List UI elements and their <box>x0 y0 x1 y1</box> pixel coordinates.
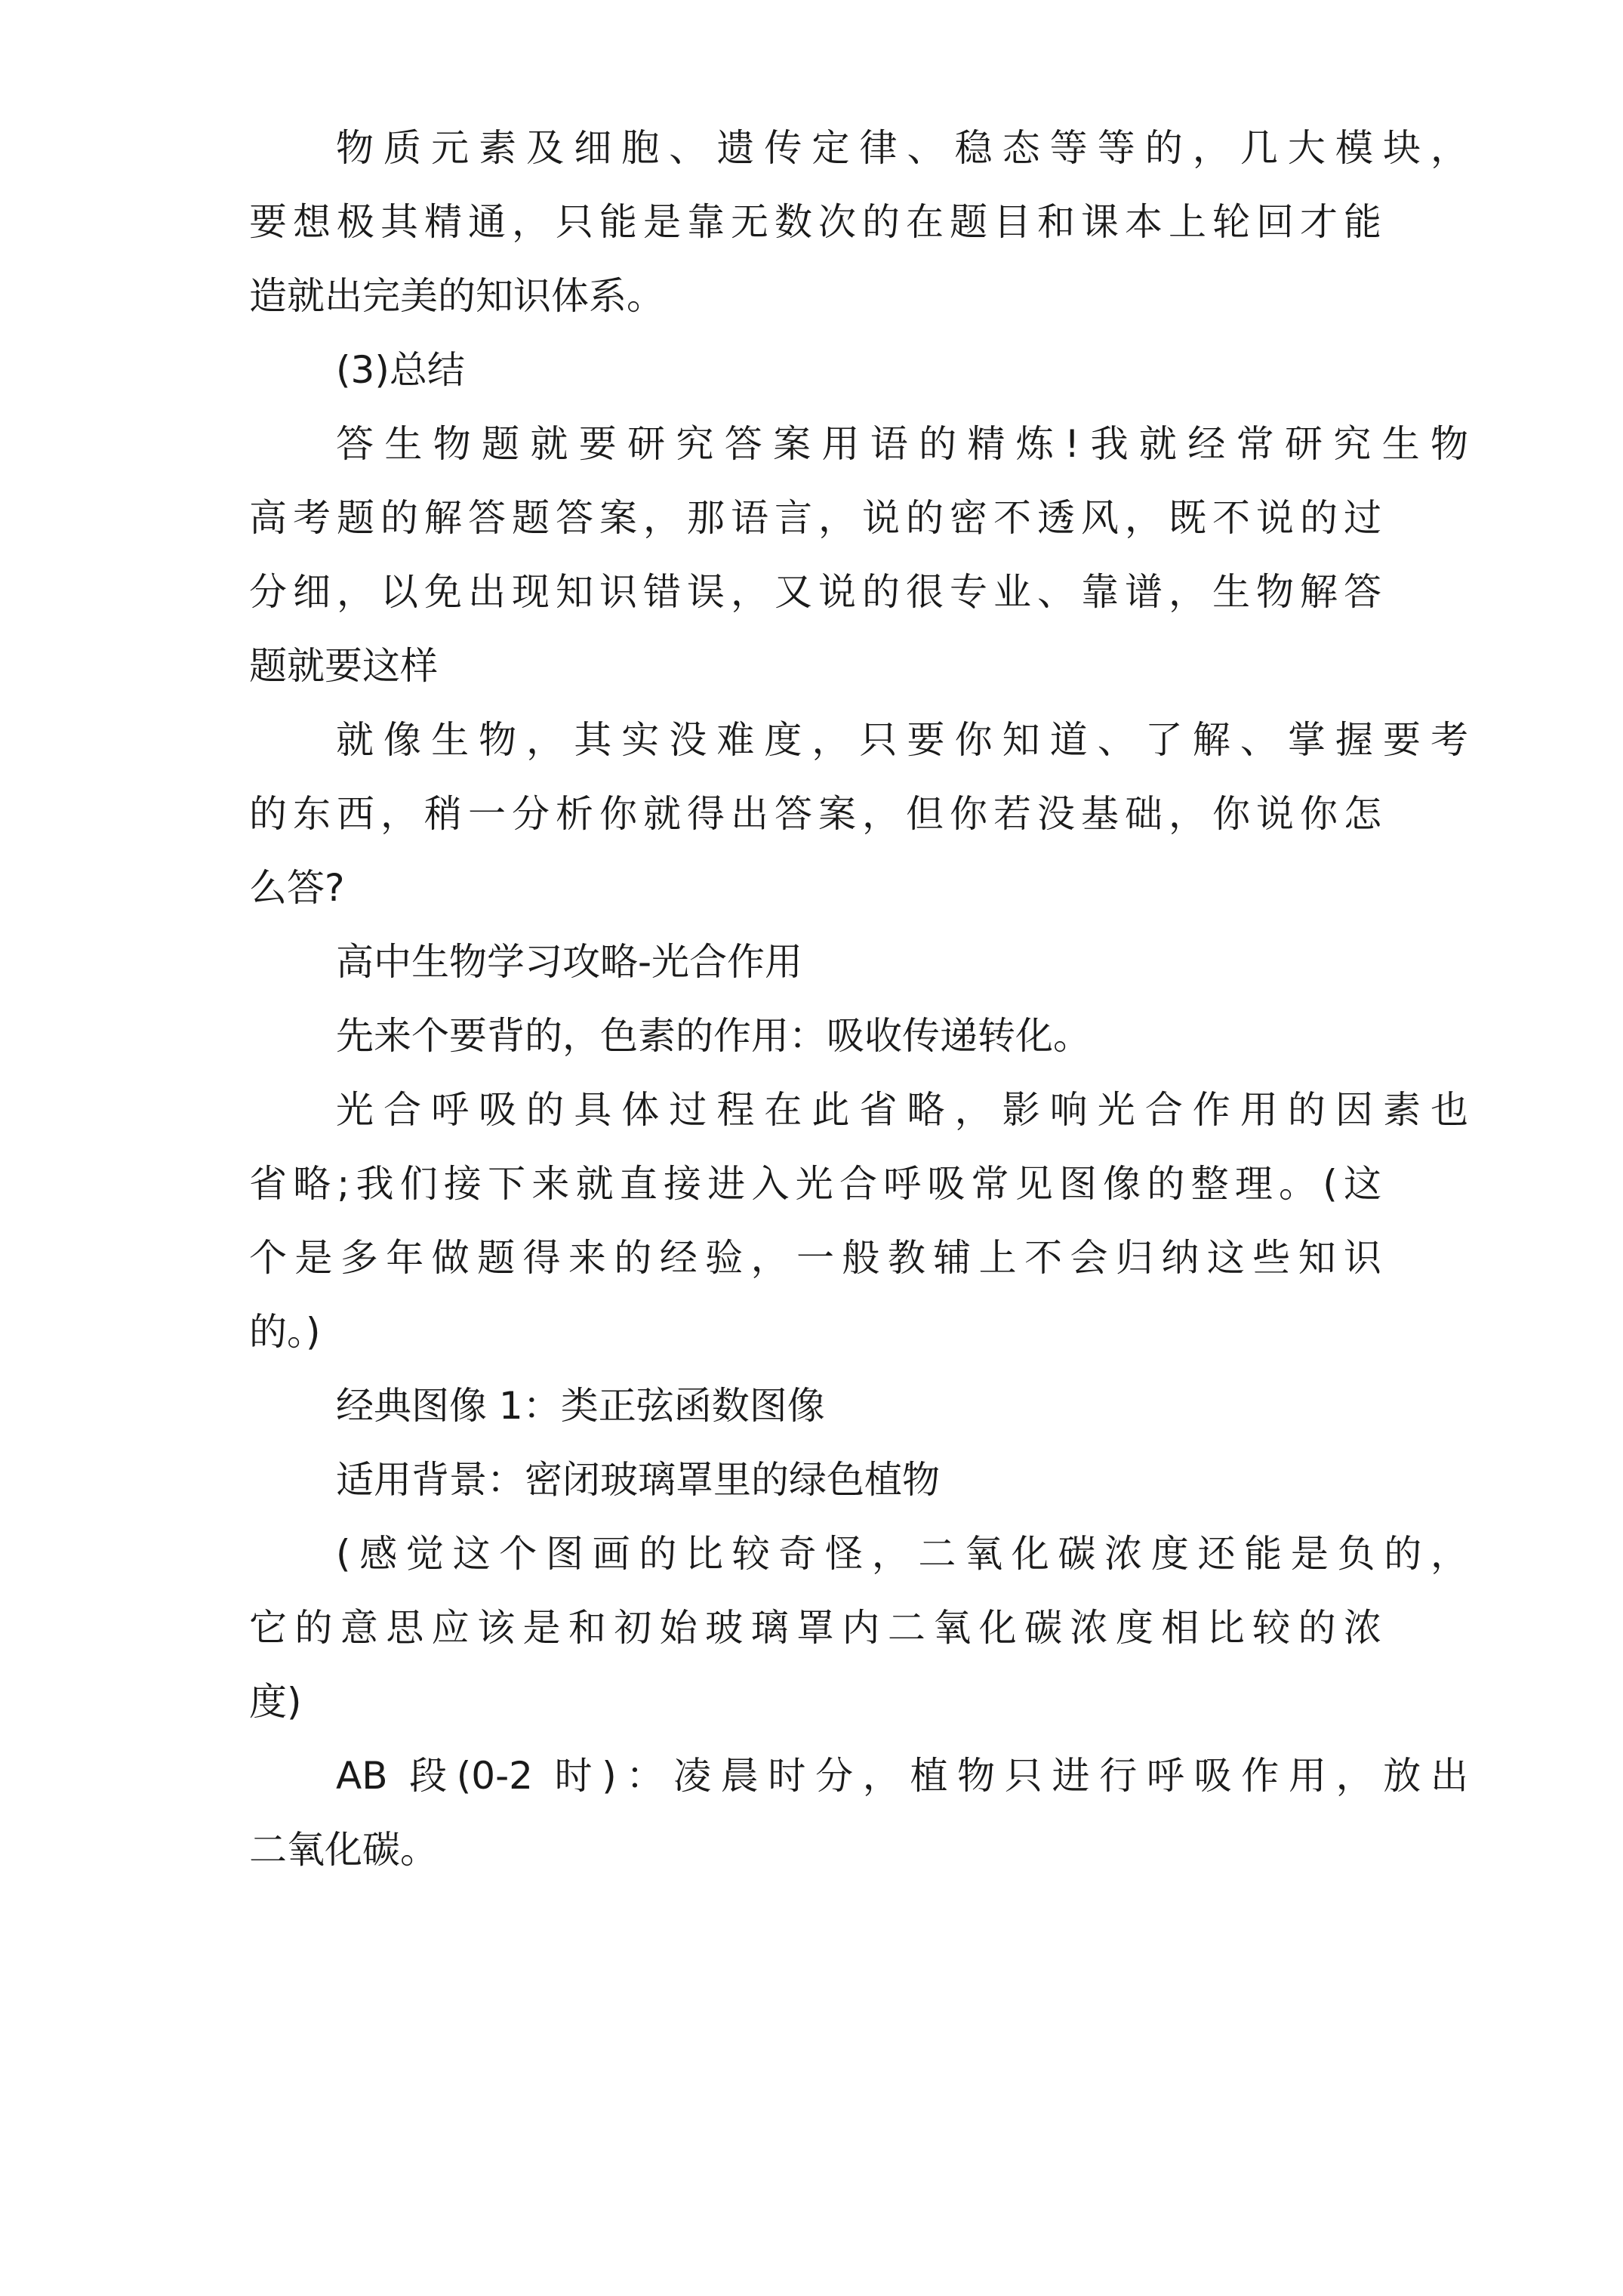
text-line: 题就要这样 <box>249 644 438 688</box>
text-line: AB 段(0-2 时)：凌晨时分，植物只进行呼吸作用，放出 <box>336 1754 1468 1798</box>
text-line: 经典图像 1：类正弦函数图像 <box>336 1384 825 1428</box>
text-line: 省略;我们接下来就直接进入光合呼吸常见图像的整理。(这 <box>249 1162 1381 1206</box>
section-heading: (3)总结 <box>336 348 465 392</box>
text-line: 答生物题就要研究答案用语的精炼!我就经常研究生物 <box>336 422 1468 466</box>
text-line: 分细，以免出现知识错误，又说的很专业、靠谱，生物解答 <box>249 570 1381 614</box>
text-line: 么答? <box>249 866 345 910</box>
text-line: 要想极其精通，只能是靠无数次的在题目和课本上轮回才能 <box>249 200 1381 244</box>
text-line: 二氧化碳。 <box>249 1828 438 1872</box>
text-line: 的。) <box>249 1310 321 1354</box>
text-line: 高考题的解答题答案，那语言，说的密不透风，既不说的过 <box>249 496 1381 540</box>
section-heading: 高中生物学习攻略-光合作用 <box>336 940 803 984</box>
text-line: 适用背景：密闭玻璃罩里的绿色植物 <box>336 1458 940 1502</box>
text-line: 度) <box>249 1680 302 1724</box>
text-line: 造就出完美的知识体系。 <box>249 274 664 318</box>
text-line: 物质元素及细胞、遗传定律、稳态等等的，几大模块， <box>336 126 1468 170</box>
text-line: 个是多年做题得来的经验，一般教辅上不会归纳这些知识 <box>249 1236 1381 1280</box>
text-line: 就像生物，其实没难度，只要你知道、了解、掌握要考 <box>336 718 1468 762</box>
text-line: 光合呼吸的具体过程在此省略，影响光合作用的因素也 <box>336 1088 1468 1132</box>
text-line: 的东西，稍一分析你就得出答案，但你若没基础，你说你怎 <box>249 792 1381 836</box>
text-line: 它的意思应该是和初始玻璃罩内二氧化碳浓度相比较的浓 <box>249 1606 1381 1650</box>
text-line: 先来个要背的，色素的作用：吸收传递转化。 <box>336 1014 1091 1058</box>
text-line: (感觉这个图画的比较奇怪，二氧化碳浓度还能是负的， <box>336 1532 1468 1576</box>
